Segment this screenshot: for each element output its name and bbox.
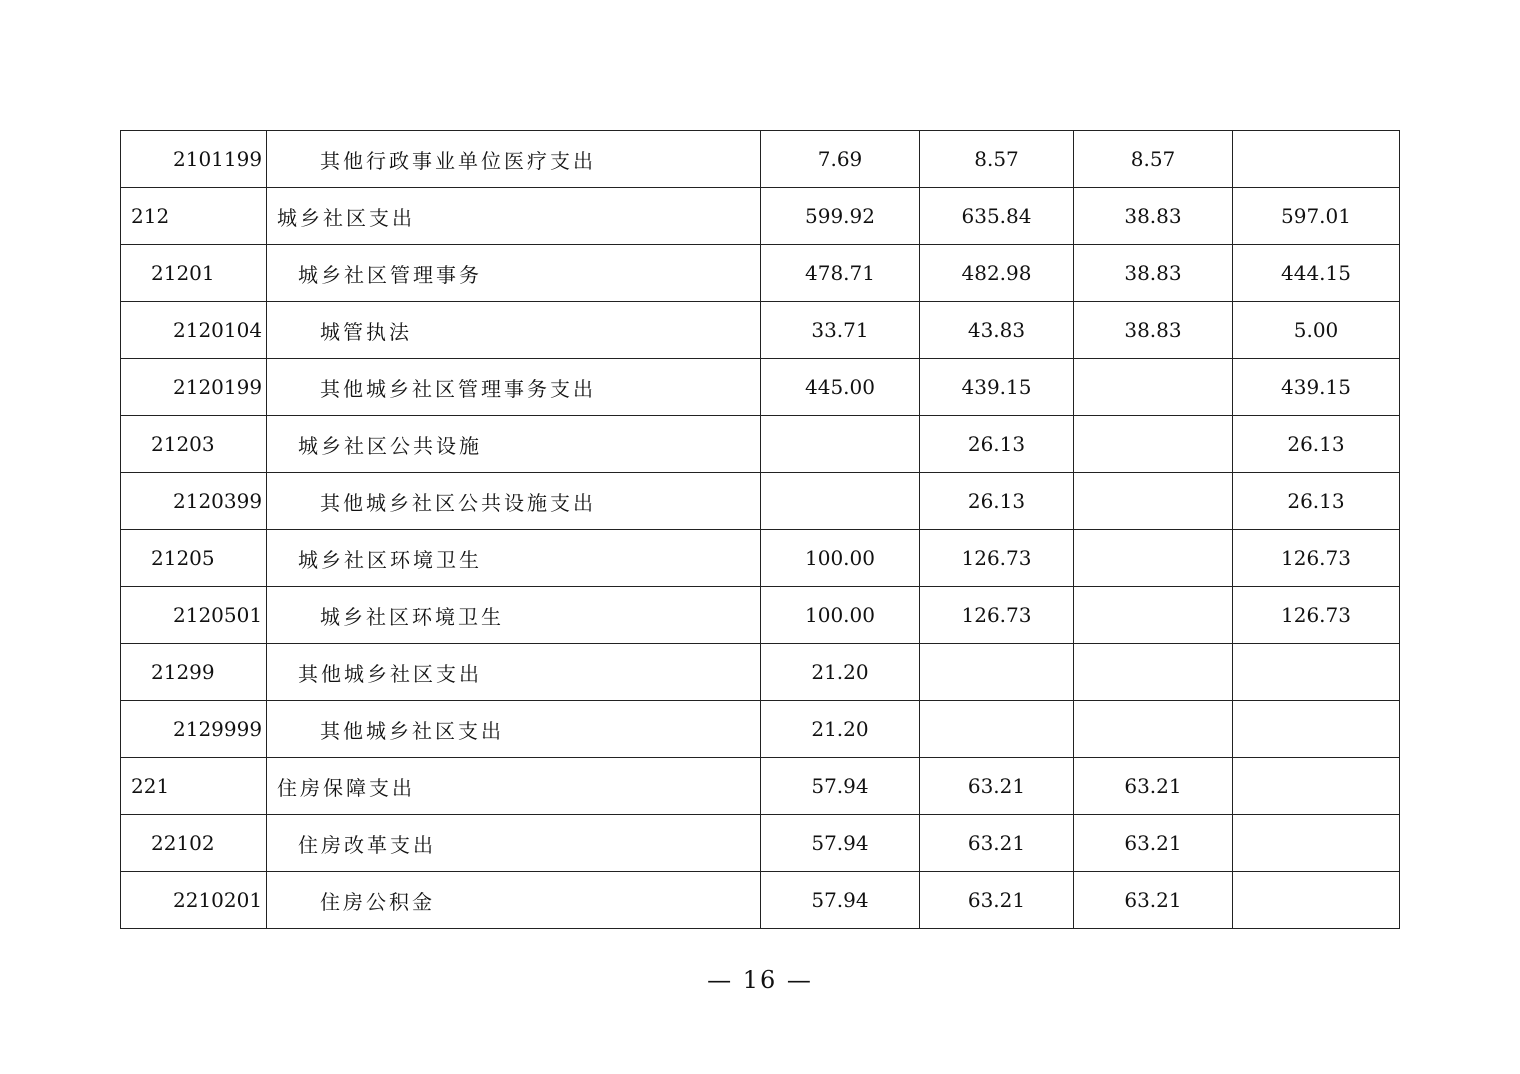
table-row	[121, 131, 1400, 188]
account-name-cell: 其他城乡社区管理事务支出	[267, 359, 761, 416]
amount-cell-3	[1074, 416, 1233, 473]
amount-cell-3: 63.21	[1074, 872, 1233, 929]
amount-cell-3: 8.57	[1074, 131, 1233, 188]
amount-cell-4	[1233, 701, 1400, 758]
account-name-cell: 城乡社区管理事务	[267, 245, 761, 302]
account-code-cell: 2120501	[121, 587, 267, 644]
account-name-cell: 住房改革支出	[267, 815, 761, 872]
amount-cell-4	[1233, 872, 1400, 929]
amount-cell-2: 43.83	[920, 302, 1074, 359]
amount-cell-1: 57.94	[761, 815, 920, 872]
account-code-cell: 21299	[121, 644, 267, 701]
amount-cell-2: 63.21	[920, 815, 1074, 872]
amount-cell-1: 100.00	[761, 530, 920, 587]
account-code-cell: 221	[121, 758, 267, 815]
account-name-cell: 其他城乡社区支出	[267, 644, 761, 701]
account-code-cell: 212	[121, 188, 267, 245]
amount-cell-3	[1074, 701, 1233, 758]
account-code-cell: 21203	[121, 416, 267, 473]
account-name-cell: 城乡社区环境卫生	[267, 530, 761, 587]
amount-cell-3	[1074, 473, 1233, 530]
amount-cell-4: 26.13	[1233, 473, 1400, 530]
table-row	[121, 245, 1400, 302]
account-code-cell: 2120199	[121, 359, 267, 416]
amount-cell-4: 444.15	[1233, 245, 1400, 302]
account-name-cell: 城乡社区公共设施	[267, 416, 761, 473]
amount-cell-1: 21.20	[761, 644, 920, 701]
account-name-cell: 其他城乡社区支出	[267, 701, 761, 758]
account-code-cell: 21201	[121, 245, 267, 302]
amount-cell-3	[1074, 530, 1233, 587]
budget-table	[120, 130, 1400, 929]
table-row	[121, 302, 1400, 359]
table-row	[121, 701, 1400, 758]
amount-cell-1: 445.00	[761, 359, 920, 416]
amount-cell-4: 126.73	[1233, 587, 1400, 644]
account-name-cell: 城乡社区支出	[267, 188, 761, 245]
table-row	[121, 815, 1400, 872]
account-name-cell: 城乡社区环境卫生	[267, 587, 761, 644]
account-name-cell: 其他行政事业单位医疗支出	[267, 131, 761, 188]
amount-cell-4	[1233, 815, 1400, 872]
table-row	[121, 530, 1400, 587]
amount-cell-1: 57.94	[761, 872, 920, 929]
amount-cell-2: 26.13	[920, 416, 1074, 473]
table-row	[121, 758, 1400, 815]
amount-cell-3	[1074, 359, 1233, 416]
amount-cell-1	[761, 473, 920, 530]
amount-cell-4	[1233, 758, 1400, 815]
account-name-cell: 城管执法	[267, 302, 761, 359]
amount-cell-1	[761, 416, 920, 473]
amount-cell-1: 57.94	[761, 758, 920, 815]
amount-cell-1: 21.20	[761, 701, 920, 758]
amount-cell-4: 439.15	[1233, 359, 1400, 416]
table-row	[121, 416, 1400, 473]
account-code-cell: 2120399	[121, 473, 267, 530]
account-code-cell: 2129999	[121, 701, 267, 758]
account-code-cell: 2101199	[121, 131, 267, 188]
amount-cell-4: 26.13	[1233, 416, 1400, 473]
amount-cell-2: 63.21	[920, 758, 1074, 815]
table-row	[121, 644, 1400, 701]
amount-cell-1: 599.92	[761, 188, 920, 245]
amount-cell-1: 33.71	[761, 302, 920, 359]
account-code-cell: 21205	[121, 530, 267, 587]
account-name-cell: 其他城乡社区公共设施支出	[267, 473, 761, 530]
amount-cell-3	[1074, 644, 1233, 701]
amount-cell-1: 478.71	[761, 245, 920, 302]
amount-cell-4	[1233, 131, 1400, 188]
amount-cell-1: 100.00	[761, 587, 920, 644]
table-row	[121, 587, 1400, 644]
account-code-cell: 22102	[121, 815, 267, 872]
amount-cell-4	[1233, 644, 1400, 701]
amount-cell-4: 597.01	[1233, 188, 1400, 245]
amount-cell-2: 8.57	[920, 131, 1074, 188]
amount-cell-2: 482.98	[920, 245, 1074, 302]
amount-cell-3: 38.83	[1074, 245, 1233, 302]
amount-cell-3: 63.21	[1074, 815, 1233, 872]
account-code-cell: 2210201	[121, 872, 267, 929]
account-name-cell: 住房公积金	[267, 872, 761, 929]
table-row	[121, 872, 1400, 929]
account-name-cell: 住房保障支出	[267, 758, 761, 815]
amount-cell-3: 38.83	[1074, 302, 1233, 359]
amount-cell-2: 63.21	[920, 872, 1074, 929]
budget-table-body	[121, 131, 1400, 929]
amount-cell-2: 439.15	[920, 359, 1074, 416]
amount-cell-2: 26.13	[920, 473, 1074, 530]
table-row	[121, 473, 1400, 530]
amount-cell-2	[920, 701, 1074, 758]
amount-cell-4: 5.00	[1233, 302, 1400, 359]
table-row	[121, 188, 1400, 245]
account-code-cell: 2120104	[121, 302, 267, 359]
amount-cell-3	[1074, 587, 1233, 644]
amount-cell-4: 126.73	[1233, 530, 1400, 587]
amount-cell-2	[920, 644, 1074, 701]
table-row	[121, 359, 1400, 416]
amount-cell-2: 635.84	[920, 188, 1074, 245]
amount-cell-2: 126.73	[920, 530, 1074, 587]
amount-cell-3: 63.21	[1074, 758, 1233, 815]
amount-cell-3: 38.83	[1074, 188, 1233, 245]
page-number: — 16 —	[707, 966, 813, 994]
amount-cell-1: 7.69	[761, 131, 920, 188]
amount-cell-2: 126.73	[920, 587, 1074, 644]
